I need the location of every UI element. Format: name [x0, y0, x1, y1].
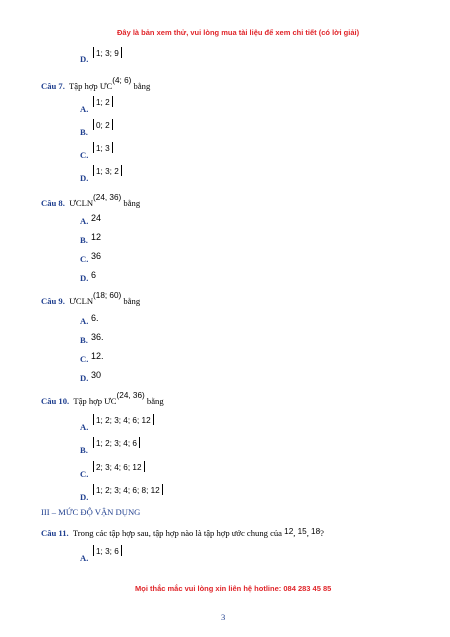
q6-option-d-set-text: 1; 3; 9: [96, 49, 119, 58]
q8-option-b-letter: B.: [80, 235, 88, 245]
q10-option-d-set: [91, 484, 165, 495]
q10-option-a-letter: A.: [80, 422, 89, 432]
q10-option-b-text: 1; 2; 3; 4; 6: [96, 439, 137, 448]
q7-option-d-text: 1; 3; 2: [96, 167, 119, 176]
q7-option-b-set: [91, 119, 115, 130]
q11-stem: [41, 528, 324, 538]
q7-option-b-text: 0; 2: [96, 121, 110, 130]
q9-label: Câu 9.: [41, 296, 65, 306]
q7-stem: [41, 76, 151, 91]
q9-text-before: ƯCLN: [69, 296, 94, 306]
q7-text-before: Tập hợp ƯC: [69, 81, 113, 91]
q11-number-2: 15: [297, 527, 307, 536]
q9-option-d-value: 30: [91, 370, 102, 380]
q9-option-c-value: 12.: [91, 351, 104, 361]
q9-arg: (18; 60): [93, 291, 122, 300]
q10-option-d-letter: D.: [80, 492, 89, 502]
q11-sep-2: ,: [306, 528, 309, 538]
q7-arg: (4; 6): [112, 76, 132, 85]
footer-banner: Mọi thắc mắc vui lòng xin liên hệ hotline: 084 283 45 85: [135, 584, 332, 593]
q8-option-d-letter: D.: [80, 273, 89, 283]
q7-option-c-set: [91, 142, 115, 153]
q10-option-a-text: 1; 2; 3; 4; 6; 12: [96, 416, 151, 425]
q8-text-after: bằng: [123, 198, 141, 208]
q11-label: Câu 11.: [41, 528, 69, 538]
q11-number-3: 18: [311, 527, 321, 536]
q11-option-a-set: [91, 545, 124, 556]
q7-option-b-letter: B.: [80, 127, 88, 137]
q7-option-a-text: 1; 2: [96, 98, 110, 107]
q10-option-c-set: [91, 461, 147, 472]
q11-sep-1: ,: [293, 528, 296, 538]
q7-text-after: bằng: [133, 81, 151, 91]
q7-option-d-letter: D.: [80, 173, 89, 183]
q9-option-d-letter: D.: [80, 373, 89, 383]
q8-option-c-letter: C.: [80, 254, 89, 264]
q11-number-1: 12: [284, 527, 294, 536]
q11-text: Trong các tập hợp sau, tập hợp nào là tập hợp ước chung của: [72, 528, 283, 538]
q10-option-c-text: 2; 3; 4; 6; 12: [96, 463, 142, 472]
q9-stem: [41, 291, 141, 306]
q6-option-d-letter: D.: [80, 54, 89, 64]
header-banner: Đây là bản xem thử, vui lòng mua tài liệu để xem chi tiết (có lời giải): [117, 28, 360, 37]
q8-label: Câu 8.: [41, 198, 65, 208]
q9-option-c-letter: C.: [80, 354, 89, 364]
q9-option-a-letter: A.: [80, 316, 89, 326]
q10-text-before: Tập hợp ƯC: [73, 396, 117, 406]
q6-option-d-set: [91, 47, 124, 58]
q10-label: Câu 10.: [41, 396, 70, 406]
q7-option-a-set: [91, 96, 115, 107]
q7-option-a-letter: A.: [80, 104, 89, 114]
q9-option-a-value: 6.: [91, 313, 99, 323]
q8-option-c-value: 36: [91, 251, 102, 261]
q10-option-d-text: 1; 2; 3; 4; 6; 8; 12: [96, 486, 160, 495]
q7-option-c-text: 1; 3: [96, 144, 110, 153]
q11-option-a-text: 1; 3; 6: [96, 547, 119, 556]
q11-question-mark: ?: [320, 528, 324, 538]
q8-option-a-letter: A.: [80, 216, 89, 226]
q10-arg: (24, 36): [116, 391, 145, 400]
q8-option-a-value: 24: [91, 213, 102, 223]
q10-option-a-set: [91, 414, 156, 425]
q9-text-after: bằng: [123, 296, 141, 306]
page-number: 3: [221, 612, 226, 622]
q10-option-c-letter: C.: [80, 469, 89, 479]
q7-option-c-letter: C.: [80, 150, 89, 160]
q7-option-d-set: [91, 165, 124, 176]
q10-option-b-set: [91, 437, 142, 448]
q8-stem: [41, 193, 141, 208]
q7-label: Câu 7.: [41, 81, 65, 91]
q9-option-b-value: 36.: [91, 332, 104, 342]
q10-option-b-letter: B.: [80, 445, 88, 455]
q10-text-after: bằng: [146, 396, 164, 406]
section-title: III – MỨC ĐỘ VẬN DỤNG: [41, 507, 141, 517]
q9-option-b-letter: B.: [80, 335, 88, 345]
q8-arg: (24, 36): [93, 193, 122, 202]
q8-text-before: ƯCLN: [69, 198, 94, 208]
q8-option-b-value: 12: [91, 232, 102, 242]
q8-option-d-value: 6: [91, 270, 97, 280]
q10-stem: [41, 391, 164, 406]
q11-option-a-letter: A.: [80, 553, 89, 563]
